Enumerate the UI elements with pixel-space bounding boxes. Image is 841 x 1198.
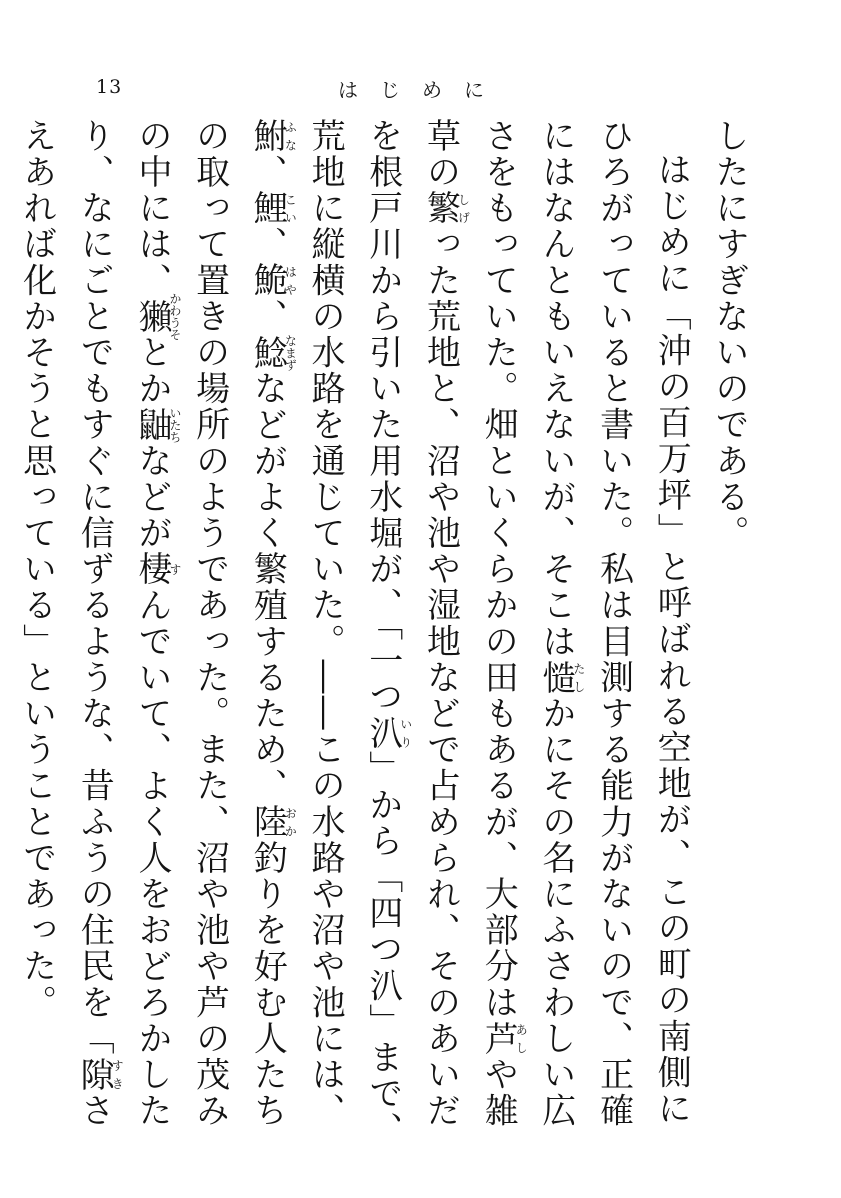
ruby-word: 汃いり xyxy=(362,714,413,751)
body-text xyxy=(16,118,757,1148)
ruby-reading: しげ xyxy=(456,190,471,227)
ruby-reading: おか xyxy=(283,803,298,841)
ruby-word: 獺かわうそ xyxy=(131,292,182,341)
paragraph: したにすぎないのである。 xyxy=(709,118,749,552)
ruby-reading: ふな xyxy=(283,118,298,155)
running-title: はじめに xyxy=(338,78,506,102)
ruby-reading: かわうそ xyxy=(167,292,182,341)
ruby-reading: すき xyxy=(110,1056,125,1093)
page-number: 13 xyxy=(96,76,123,98)
ruby-reading: す xyxy=(167,551,182,588)
paragraph xyxy=(0,118,7,1148)
ruby-reading: いたち xyxy=(167,406,182,443)
ruby-word: 鮠はや xyxy=(247,262,298,299)
paragraph: はじめに「沖の百万坪」と呼ばれる空地が、この町の南側にひろがっていると書いた。私は目測する能力がないので、正確にはなんともいえないが、そこは慥たしかにその名にふさわしい広さをもっていた。畑といくらかの田もあるが、大部分は芦あしや雑草の繁しげった荒地と、沼や池や湿地などで占められ、そのあいだを根戸川から引いた用水堀が、「一つ汃いり」から「四つ汃」まで、荒地に縦横の水路を通じていた。――この水路や沼や池には、鮒ふな、鯉こい、鮠はや、鯰なまずなどがよく繁殖するため、陸おか釣りを好む人たちの取って置きの場所のようであった。また、沼や池や芦の茂みの中には、獺かわうそとか鼬いたちなどが棲すんでいて、よく人をおどろかしたり、なにごとでもすぐに信ずるような、昔ふうの住民を「隙すきさえあれば化かそうと思っている」ということであった。 xyxy=(16,118,692,1148)
ruby-word: 慥たし xyxy=(535,659,586,696)
ruby-reading: いり xyxy=(398,714,413,751)
ruby-reading: こい xyxy=(283,190,298,227)
ruby-reading: なまず xyxy=(283,334,298,371)
ruby-word: 芦あし xyxy=(478,1020,529,1057)
ruby-word: 陸おか xyxy=(247,803,298,841)
ruby-word: 繁しげ xyxy=(420,190,471,227)
ruby-word: 隙すき xyxy=(74,1056,125,1093)
ruby-word: 棲す xyxy=(131,551,182,588)
ruby-word: 鯰なまず xyxy=(247,334,298,371)
ruby-word: 鯉こい xyxy=(247,190,298,227)
ruby-reading: たし xyxy=(571,659,586,696)
ruby-word: 鼬いたち xyxy=(131,406,182,443)
ruby-word: 鮒ふな xyxy=(247,118,298,155)
ruby-reading: あし xyxy=(514,1020,529,1057)
ruby-reading: はや xyxy=(283,262,298,299)
